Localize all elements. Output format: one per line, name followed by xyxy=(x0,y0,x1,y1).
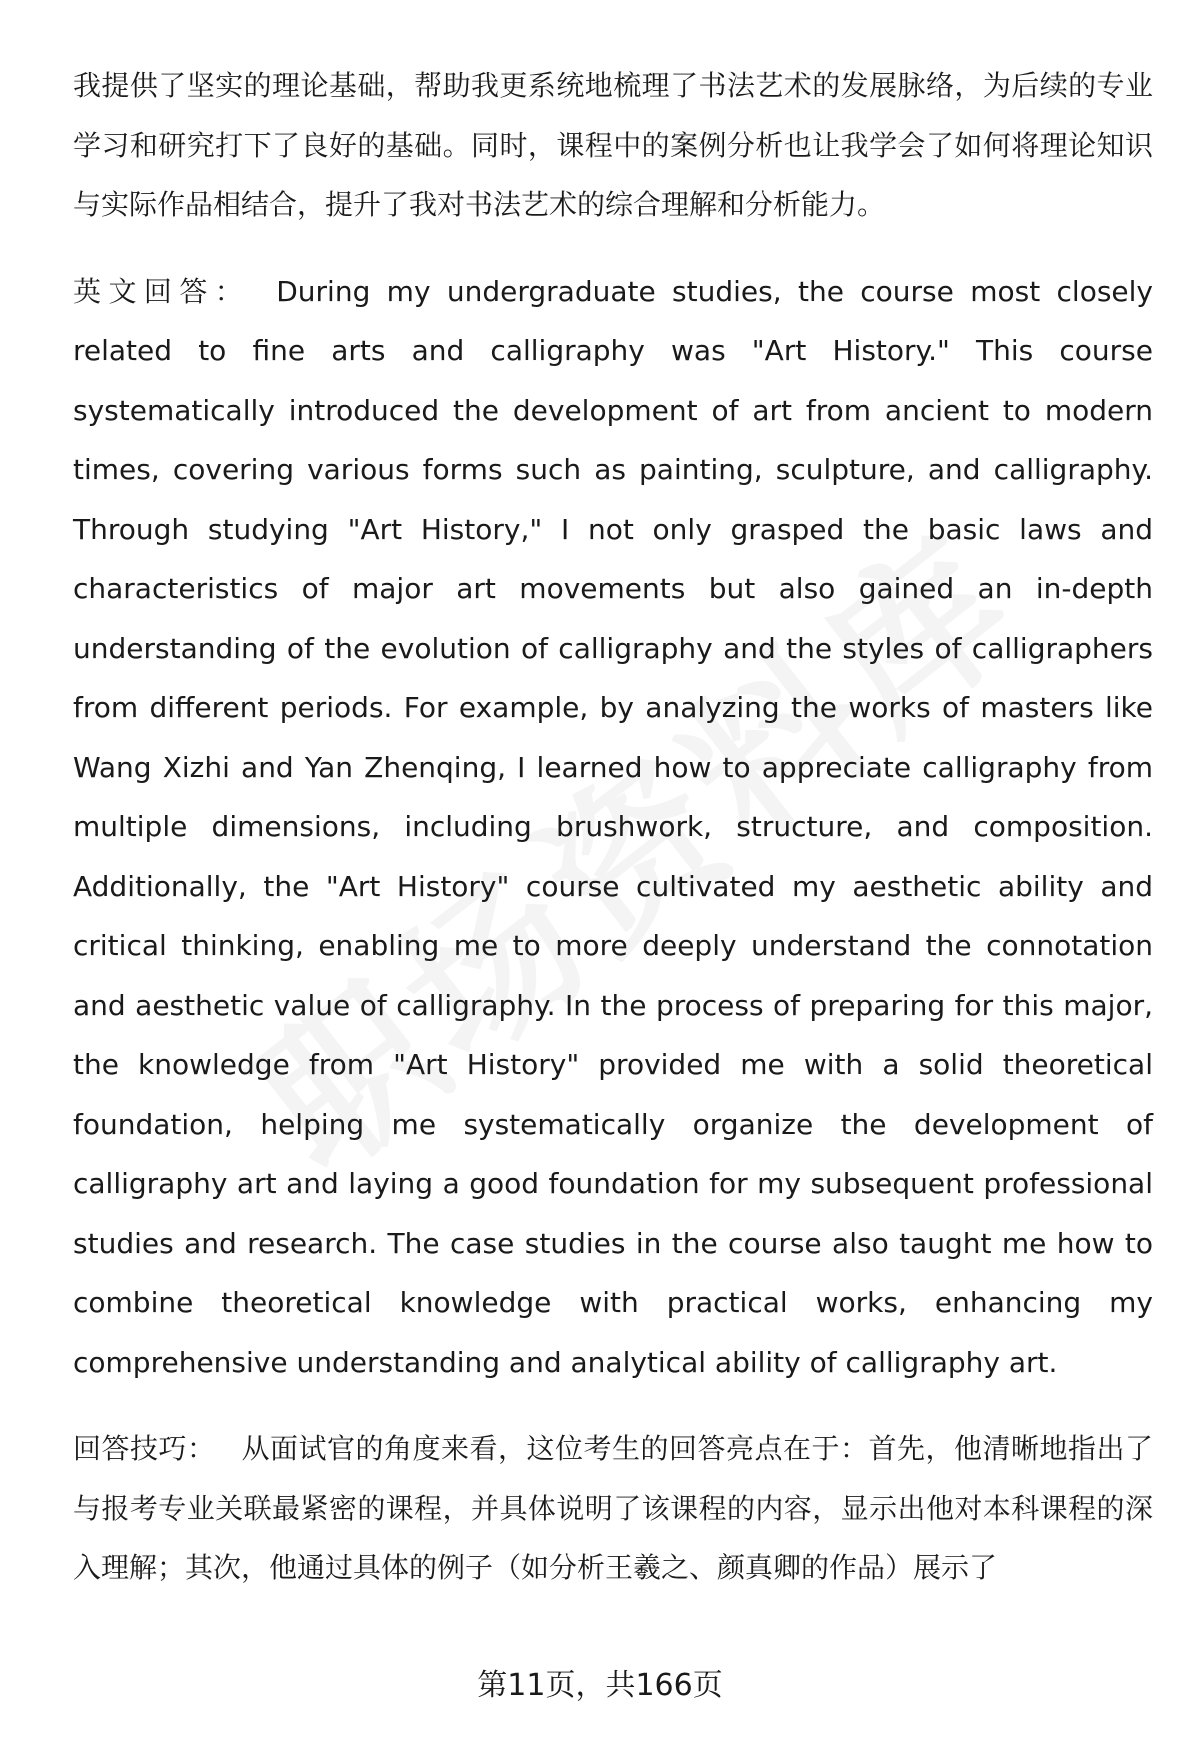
english-answer-label: 英文回答： xyxy=(73,274,251,308)
chinese-answer-ending: 我提供了坚实的理论基础，帮助我更系统地梳理了书法艺术的发展脉络，为后续的专业学习和研究打下了良好的基础。同时，课程中的案例分析也让我学会了如何将理论知识与实际作品相结合，提升了我对书法艺术的综合理解和分析能力。 xyxy=(73,69,1153,221)
document-page xyxy=(73,56,1153,1598)
english-answer-paragraph xyxy=(73,262,1153,1393)
answer-tips-label: 回答技巧： xyxy=(73,1432,216,1465)
answer-tips-text: 从面试官的角度来看，这位考生的回答亮点在于：首先，他清晰地指出了与报考专业关联最紧密的课程，并具体说明了该课程的内容，显示出他对本科课程的深入理解；其次，他通过具体的例子（如分析王羲之、颜真卿的作品）展示了 xyxy=(73,1432,1153,1584)
answer-tips-paragraph xyxy=(73,1419,1153,1598)
english-answer-text: During my undergraduate studies, the course most closely related to fine arts and calligraphy was "Art History." This course systematically introduced the development of art from ancient to modern times, covering various forms such as painting, sculpture, and calligraphy. Through studying "Art History," I not only grasped the basic laws and characteristics of major art movements but also gained an in-depth understanding of the evolution of calligraphy and the styles of calligraphers from different periods. For example, by analyzing the works of masters like Wang Xizhi and Yan Zhenqing, I learned how to appreciate calligraphy from multiple dimensions, including brushwork, structure, and composition. Additionally, the "Art History" course cultivated my aesthetic ability and critical thinking, enabling me to more deeply understand the connotation and aesthetic value of calligraphy. In the process of preparing for this major, the knowledge from "Art History" provided me with a solid theoretical foundation, helping me systematically organize the development of calligraphy art and laying a good foundation for my subsequent professional studies and research. The case studies in the course also taught me how to combine theoretical knowledge with practical works, enhancing my comprehensive understanding and analytical ability of calligraphy art. xyxy=(73,274,1153,1379)
page-number-footer: 第11页，共166页 xyxy=(477,1668,723,1703)
